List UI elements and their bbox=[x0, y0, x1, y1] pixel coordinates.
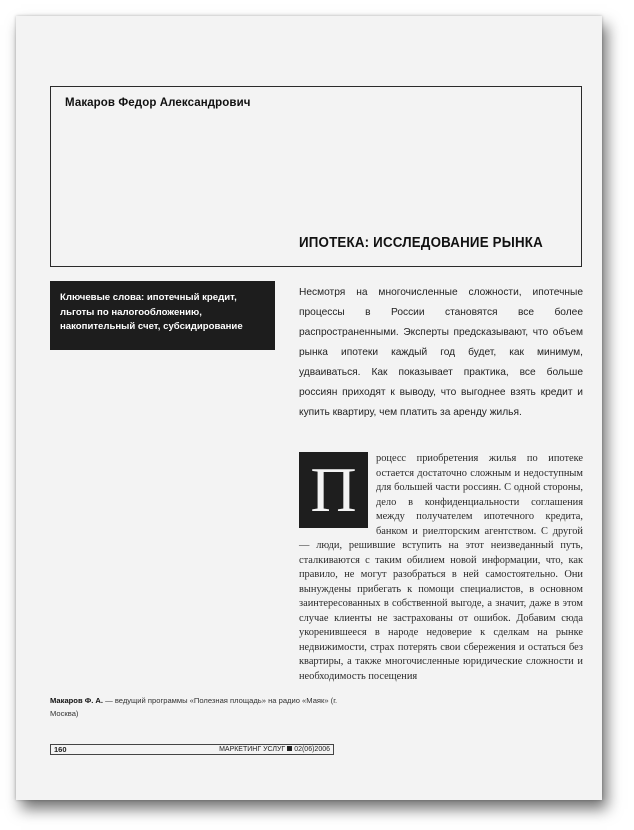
article-body-text: роцесс приобретения жилья по ипотеке остается достаточно сложным и недоступным для большей части россиян. С одной стороны, дело в конфиденциальности соглашения между получателем ипотечного кредита, банком и риелторским агентством. С другой — люди, решившие вступить на этот неизведанный путь, сталкиваются с таким обилием новой информации, что, как правило, не могут разобраться в ней самостоятельно. Они вынуждены прибегать к помощи специалистов, в основном заинтересованных в собственной выгоде, а значит, даже в этом случае клиенты не застрахованы от ошибок. Добавим сюда укоренившееся в народе недоверие к сделкам на рынке недвижимости, страх потерять свои сбережения и остаться без квартиры, а также многочисленные юридические сложности и необходимость посещения bbox=[299, 453, 583, 682]
page-footer bbox=[50, 744, 334, 755]
issue-number: 02(06)2006 bbox=[294, 746, 330, 753]
drop-cap: П bbox=[299, 452, 368, 528]
article-header-box bbox=[50, 86, 582, 267]
author-name: Макаров Федор Александрович bbox=[65, 97, 251, 109]
article-body bbox=[299, 452, 583, 684]
journal-info bbox=[219, 745, 330, 754]
author-bio-name: Макаров Ф. А. bbox=[50, 696, 104, 705]
author-bio bbox=[50, 694, 340, 720]
document-page bbox=[16, 16, 602, 800]
page-number: 160 bbox=[54, 745, 67, 754]
square-bullet-icon bbox=[287, 746, 292, 751]
article-abstract: Несмотря на многочисленные сложности, ипотечные процессы в России становятся все более распространенными. Эксперты предсказывают, что объем рынка ипотеки каждый год будет, как минимум, удваиваться. Как показывает практика, все больше россиян приходят к выводу, что выгоднее взять кредит и купить квартиру, чем платить за аренду жилья. bbox=[299, 287, 583, 418]
journal-name: МАРКЕТИНГ УСЛУГ bbox=[219, 746, 286, 753]
author-bio-text: — ведущий программы «Полезная площадь» на радио «Маяк» (г. Москва) bbox=[50, 696, 338, 718]
article-title: ИПОТЕКА: ИССЛЕДОВАНИЕ РЫНКА bbox=[299, 235, 543, 251]
keywords-box: Ключевые слова: ипотечный кредит, льготы по налогообложению, накопительный счет, субсидирование bbox=[50, 281, 275, 350]
